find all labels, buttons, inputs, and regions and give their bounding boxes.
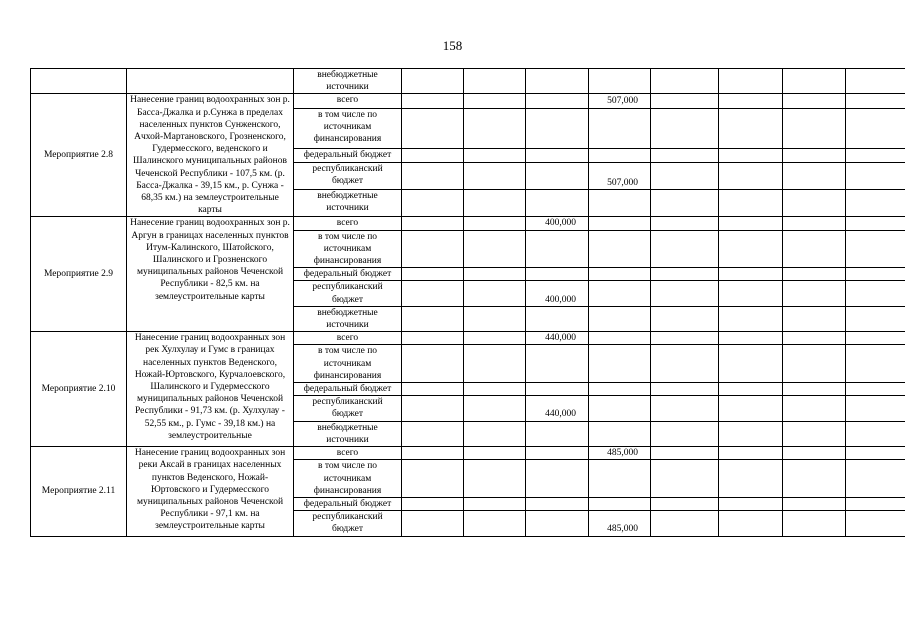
cell [783, 281, 846, 306]
cell [651, 332, 719, 345]
event-name: Мероприятие 2.8 [31, 94, 127, 217]
table-row [31, 217, 905, 230]
cell [846, 396, 905, 421]
cell [526, 383, 589, 396]
cell [719, 217, 783, 230]
cell [526, 460, 589, 498]
cell [464, 69, 526, 94]
cell [719, 421, 783, 446]
cell [526, 306, 589, 331]
source-cell: федеральный бюджет [294, 268, 402, 281]
cell [783, 383, 846, 396]
cell [464, 281, 526, 306]
cell [846, 94, 905, 108]
source-cell: в том числе по источникам финансирования [294, 460, 402, 498]
cell [589, 460, 651, 498]
cell [783, 217, 846, 230]
cell [402, 332, 464, 345]
source-cell: федеральный бюджет [294, 148, 402, 162]
cell [719, 162, 783, 189]
source-cell: в том числе по источникам финансирования [294, 108, 402, 148]
cell [402, 217, 464, 230]
cell [589, 281, 651, 306]
cell [526, 230, 589, 268]
cell [464, 383, 526, 396]
cell [464, 421, 526, 446]
cell [402, 460, 464, 498]
cell [846, 162, 905, 189]
cell [651, 497, 719, 510]
cell [783, 108, 846, 148]
cell [589, 108, 651, 148]
event-name: Мероприятие 2.10 [31, 332, 127, 447]
cell [402, 69, 464, 94]
cell [846, 230, 905, 268]
source-cell: всего [294, 332, 402, 345]
cell [783, 162, 846, 189]
cell [464, 306, 526, 331]
cell [526, 148, 589, 162]
cell [846, 148, 905, 162]
cell [651, 396, 719, 421]
cell [783, 421, 846, 446]
cell [464, 217, 526, 230]
cell [651, 148, 719, 162]
cell [719, 230, 783, 268]
cell [589, 268, 651, 281]
cell [846, 306, 905, 331]
cell [402, 421, 464, 446]
cell [464, 345, 526, 383]
table-body [31, 69, 905, 537]
cell [719, 497, 783, 510]
cell [719, 281, 783, 306]
cell [783, 511, 846, 536]
cell [402, 108, 464, 148]
cell [846, 108, 905, 148]
cell [526, 69, 589, 94]
cell [719, 460, 783, 498]
cell [783, 332, 846, 345]
table-row [31, 447, 905, 460]
cell [589, 217, 651, 230]
cell [402, 345, 464, 383]
cell [402, 162, 464, 189]
amount-cell: 507,000 [589, 162, 651, 189]
cell [526, 511, 589, 536]
source-cell: внебюджетные источники [294, 421, 402, 446]
cell [783, 396, 846, 421]
source-cell: федеральный бюджет [294, 383, 402, 396]
cell [719, 511, 783, 536]
event-name: Мероприятие 2.9 [31, 217, 127, 332]
cell [783, 268, 846, 281]
cell [651, 460, 719, 498]
source-cell: внебюджетные источники [294, 306, 402, 331]
cell [589, 306, 651, 331]
cell [651, 306, 719, 331]
cell [651, 69, 719, 94]
cell [651, 162, 719, 189]
page-number: 158 [442, 38, 463, 53]
cell [464, 460, 526, 498]
cell [464, 108, 526, 148]
source-cell: всего [294, 94, 402, 108]
cell [402, 281, 464, 306]
event-description: Нанесение границ водоохранных зон р. Басса-Джалка и р.Сунжа в пределах населенных пунктов Сунженского, Ачхой-Мартановского, Грозненского, Гудермесского, веденского и Шалинского муниципальных районов Чеченской Республики - 107,5 км. (р. Басса-Джалка - 39,15 км., р. Сунжа - 68,35 км.) на землеустроительные карты [127, 94, 294, 217]
source-cell: внебюджетные источники [294, 190, 402, 217]
cell [526, 345, 589, 383]
cell [464, 94, 526, 108]
cell [464, 447, 526, 460]
event-description: Нанесение границ водоохранных зон реки Аксай в границах населенных пунктов Веденского, Ножай-Юртовского и Гудермесского муниципальных районов Чеченской Республики - 97,1 км. на землеустроительные карты [127, 447, 294, 536]
cell [526, 108, 589, 148]
cell [651, 383, 719, 396]
cell [719, 148, 783, 162]
cell [846, 447, 905, 460]
cell [783, 190, 846, 217]
cell [651, 230, 719, 268]
cell [127, 69, 294, 94]
cell [783, 497, 846, 510]
cell [464, 230, 526, 268]
cell [719, 345, 783, 383]
cell [783, 69, 846, 94]
source-cell: республиканский бюджет [294, 511, 402, 536]
cell [719, 108, 783, 148]
source-cell: внебюджетные источники [294, 69, 402, 94]
event-name: Мероприятие 2.11 [31, 447, 127, 536]
cell [846, 421, 905, 446]
cell [719, 268, 783, 281]
cell [526, 497, 589, 510]
cell [402, 396, 464, 421]
cell [651, 281, 719, 306]
cell [846, 268, 905, 281]
event-description: Нанесение границ водоохранных зон р. Аргун в границах населенных пунктов Итум-Калинского, Шатойского, Шалинского и Грозненского муниципальных районов Чеченской Республики - 82,5 км. на землеустроительные карты [127, 217, 294, 332]
cell [402, 497, 464, 510]
cell [589, 396, 651, 421]
cell [589, 345, 651, 383]
cell [783, 306, 846, 331]
cell [464, 396, 526, 421]
cell [402, 383, 464, 396]
cell [783, 447, 846, 460]
financing-table [30, 68, 905, 537]
cell [651, 268, 719, 281]
cell [846, 383, 905, 396]
cell [402, 94, 464, 108]
amount-cell: 485,000 [589, 447, 651, 460]
cell [651, 345, 719, 383]
cell [783, 345, 846, 383]
cell [846, 511, 905, 536]
cell [402, 306, 464, 331]
cell [464, 268, 526, 281]
cell [526, 190, 589, 217]
amount-cell: 440,000 [526, 396, 589, 421]
cell [402, 511, 464, 536]
cell [464, 332, 526, 345]
cell [783, 94, 846, 108]
cell [651, 190, 719, 217]
cell [846, 217, 905, 230]
source-cell: республиканский бюджет [294, 396, 402, 421]
cell [651, 421, 719, 446]
cell [526, 162, 589, 189]
table-row [31, 332, 905, 345]
cell [846, 497, 905, 510]
cell [846, 460, 905, 498]
cell [589, 69, 651, 94]
cell [402, 230, 464, 268]
cell [31, 69, 127, 94]
cell [589, 230, 651, 268]
source-cell: в том числе по источникам финансирования [294, 230, 402, 268]
cell [464, 497, 526, 510]
cell [846, 345, 905, 383]
cell [589, 332, 651, 345]
cell [589, 497, 651, 510]
cell [719, 396, 783, 421]
cell [589, 148, 651, 162]
cell [651, 447, 719, 460]
source-cell: федеральный бюджет [294, 497, 402, 510]
cell [402, 148, 464, 162]
cell [526, 94, 589, 108]
cell [719, 94, 783, 108]
source-cell: республиканский бюджет [294, 281, 402, 306]
event-description: Нанесение границ водоохранных зон рек Хулхулау и Гумс в границах населенных пунктов Веденского, Ножай-Юртовского, Курчалоевского, Шалинского и Гудермесского муниципальных районов Чеченской Республики - 91,73 км. (р. Хулхулау - 52,55 км., р. Гумс - 39,18 км.) на землеустроительные [127, 332, 294, 447]
source-cell: всего [294, 217, 402, 230]
amount-cell: 507,000 [589, 94, 651, 108]
cell [783, 460, 846, 498]
cell [651, 108, 719, 148]
cell [464, 162, 526, 189]
table-row [31, 94, 905, 108]
cell [719, 190, 783, 217]
cell [464, 190, 526, 217]
table-row [31, 69, 905, 94]
cell [526, 268, 589, 281]
cell [846, 281, 905, 306]
cell [783, 230, 846, 268]
amount-cell: 440,000 [526, 332, 589, 345]
cell [719, 332, 783, 345]
cell [719, 306, 783, 331]
cell [589, 190, 651, 217]
amount-cell: 485,000 [589, 511, 651, 536]
cell [526, 447, 589, 460]
cell [846, 190, 905, 217]
source-cell: всего [294, 447, 402, 460]
cell [719, 383, 783, 396]
cell [783, 148, 846, 162]
source-cell: в том числе по источникам финансирования [294, 345, 402, 383]
amount-cell: 400,000 [526, 281, 589, 306]
cell [402, 268, 464, 281]
cell [719, 69, 783, 94]
cell [846, 332, 905, 345]
source-cell: республиканский бюджет [294, 162, 402, 189]
cell [589, 421, 651, 446]
cell [651, 217, 719, 230]
amount-cell: 400,000 [526, 217, 589, 230]
cell [464, 511, 526, 536]
cell [719, 447, 783, 460]
cell [651, 511, 719, 536]
cell [402, 447, 464, 460]
cell [846, 69, 905, 94]
cell [589, 383, 651, 396]
cell [464, 148, 526, 162]
cell [651, 94, 719, 108]
cell [526, 421, 589, 446]
cell [402, 190, 464, 217]
